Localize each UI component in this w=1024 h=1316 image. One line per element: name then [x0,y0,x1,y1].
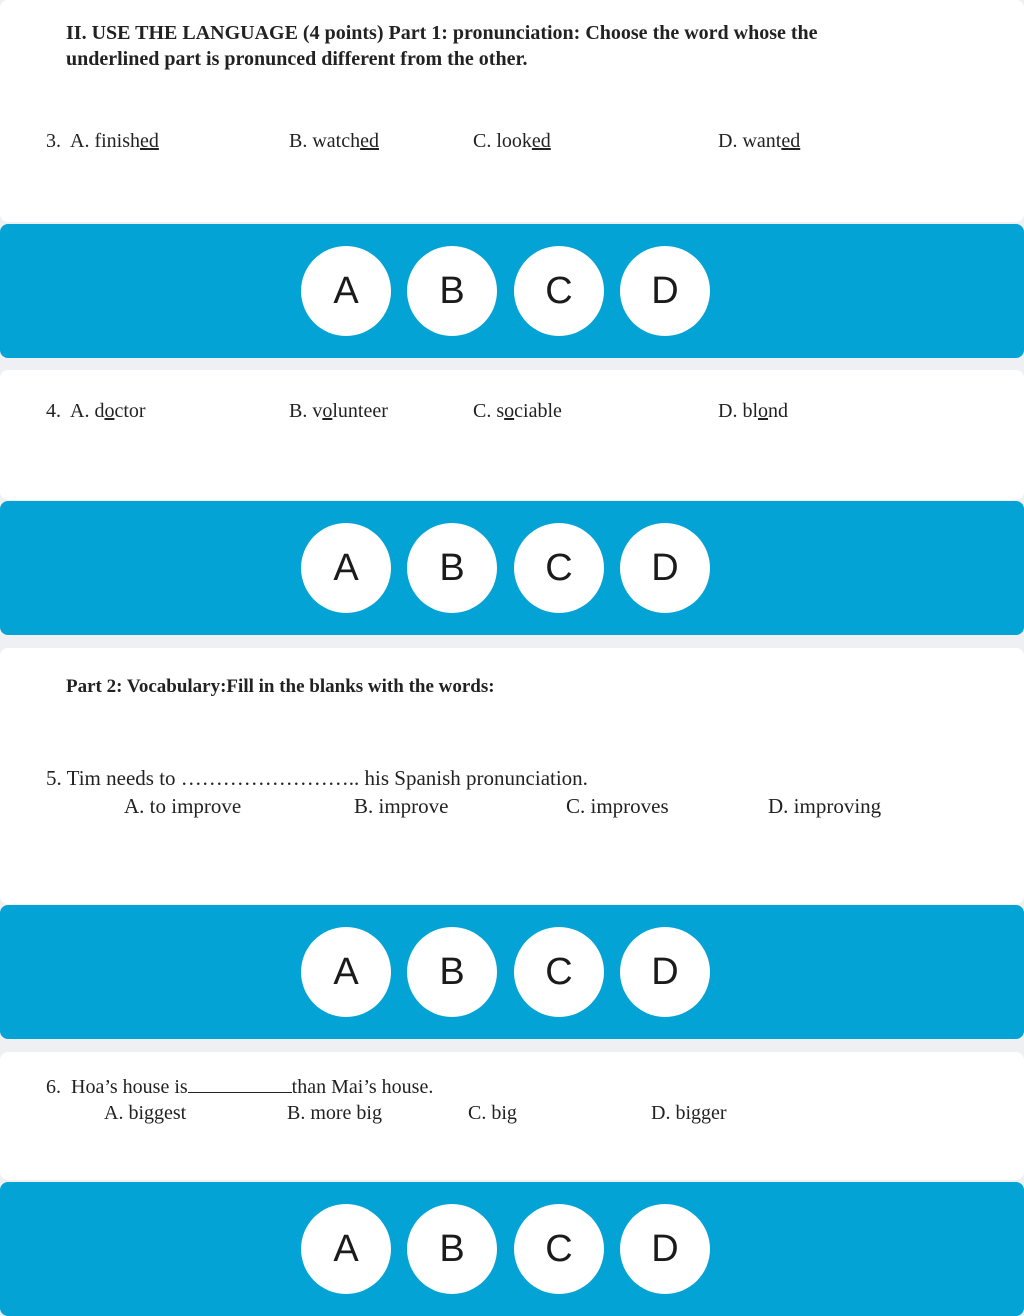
q4-answer-b-button[interactable]: B [407,523,497,613]
answer-bar-q4 [0,501,1024,635]
q6-answer-c-button[interactable]: C [514,1204,604,1294]
q4-a-post: ctor [114,400,146,422]
q3-answer-b-button[interactable]: B [407,246,497,336]
q6-blank-line [188,1078,292,1093]
q3-b-letter: B. [289,130,308,152]
question-4-number: 4. [46,400,61,422]
question-4-card [0,370,1024,500]
q3-b-underlined: ed [360,130,379,152]
answer-bar-q6 [0,1182,1024,1316]
q3-option-a [70,130,159,153]
q4-a-underlined: o [104,400,115,422]
q6-answer-b-button[interactable]: B [407,1204,497,1294]
q6-option-c: C. big [468,1102,517,1124]
q6-stem-pre: Hoa’s house is [71,1076,188,1098]
q6-stem-post: than Mai’s house. [291,1076,434,1098]
q3-option-b [289,130,379,153]
q6-answer-d-button[interactable]: D [620,1204,710,1294]
q3-d-pre: want [742,130,782,152]
q3-d-letter: D. [718,130,738,152]
q4-answer-a-button[interactable]: A [301,523,391,613]
q4-d-post: nd [768,400,789,422]
q6-option-b: B. more big [287,1102,382,1124]
q3-d-underlined: ed [781,130,801,152]
q3-option-c [473,130,551,153]
part-2-title: Part 2: Vocabulary:Fill in the blanks with the words: [66,676,495,697]
q3-option-d [718,130,800,153]
q4-option-a [70,400,146,423]
q5-option-a: A. to improve [124,794,242,818]
q3-b-pre: watch [312,130,361,152]
q3-a-letter: A. [70,130,90,152]
q4-a-pre: d [94,400,105,422]
q4-answer-d-button[interactable]: D [620,523,710,613]
q5-answer-b-button[interactable]: B [407,927,497,1017]
answer-bar-q5 [0,905,1024,1039]
q5-option-d: D. improving [768,794,882,818]
q4-b-underlined: o [322,400,333,422]
q4-b-pre: v [312,400,323,422]
question-6-stem [46,1076,433,1099]
q4-answer-c-button[interactable]: C [514,523,604,613]
q4-c-post: ciable [514,400,562,422]
q3-a-pre: finish [94,130,141,152]
q4-c-letter: C. [473,400,492,422]
q4-option-d [718,400,788,423]
q3-c-letter: C. [473,130,492,152]
q4-b-letter: B. [289,400,308,422]
q4-b-post: lunteer [332,400,388,422]
q5-answer-d-button[interactable]: D [620,927,710,1017]
q6-option-d: D. bigger [651,1102,727,1124]
question-6-card [0,1052,1024,1180]
q5-answer-a-button[interactable]: A [301,927,391,1017]
question-3-card [0,0,1024,222]
q3-a-underlined: ed [140,130,159,152]
q3-c-underlined: ed [531,130,551,152]
q6-answer-a-button[interactable]: A [301,1204,391,1294]
q5-option-b: B. improve [354,794,449,818]
q4-d-pre: bl [742,400,759,422]
q6-option-a: A. biggest [104,1102,187,1124]
section-title-line-1: II. USE THE LANGUAGE (4 points) Part 1: pronunciation: Choose the word whose the [66,22,818,44]
q4-c-underlined: o [504,400,515,422]
q4-d-underlined: o [758,400,769,422]
q3-c-pre: look [496,130,532,152]
q4-option-b [289,400,388,423]
question-5-card [0,648,1024,904]
q5-option-c: C. improves [566,794,669,818]
question-5-stem: 5. Tim needs to …………………….. his Spanish pronunciation. [46,766,588,790]
q6-number: 6. [46,1076,61,1098]
q3-answer-c-button[interactable]: C [514,246,604,336]
q4-a-letter: A. [70,400,90,422]
q3-answer-d-button[interactable]: D [620,246,710,336]
q4-option-c [473,400,562,423]
q4-c-pre: s [496,400,505,422]
question-3-number: 3. [46,130,61,152]
section-title-line-2: underlined part is pronunced different from the other. [66,48,528,70]
q3-answer-a-button[interactable]: A [301,246,391,336]
q4-d-letter: D. [718,400,738,422]
q5-answer-c-button[interactable]: C [514,927,604,1017]
answer-bar-q3 [0,224,1024,358]
